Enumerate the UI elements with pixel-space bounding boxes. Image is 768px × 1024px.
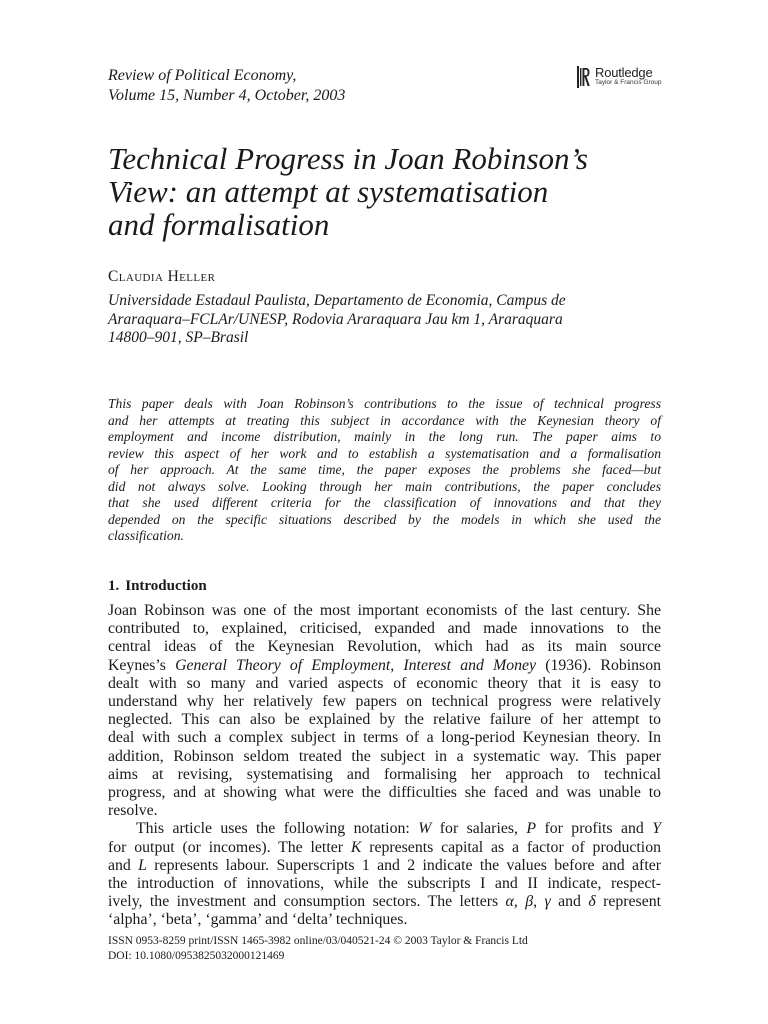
math-symbol: L [138, 856, 147, 874]
author-affiliation [108, 292, 668, 348]
text-run: Keynes’s [108, 656, 176, 674]
body-line: deal with such a complex subject in terms of a long-period Keynesian theory. In [108, 729, 661, 747]
text-run: for salaries, [431, 820, 527, 838]
abstract-line: did not always solve. Looking through her main contributions, the paper concludes [108, 478, 661, 494]
math-symbol: Y [652, 820, 661, 838]
text-run: , [513, 893, 526, 911]
section-number: 1. [108, 578, 120, 594]
journal-citation [108, 66, 345, 106]
section-title: Introduction [125, 578, 207, 594]
abstract-line: employment and income distribution, mainly in the long run. The paper aims to [108, 429, 661, 444]
body-line: dealt with so many and varied aspects of economic theory that it is easy to [108, 674, 661, 692]
body-line [108, 893, 661, 911]
text-run: represents labour. Superscripts 1 and 2 indicate the values before and after [146, 856, 661, 874]
body-line [108, 839, 661, 857]
body-line: the introduction of innovations, while the subscripts I and II indicate, respect- [108, 875, 661, 893]
math-symbol: γ [544, 893, 551, 911]
body-line: ‘alpha’, ‘beta’, ‘gamma’ and ‘delta’ techniques. [108, 911, 408, 929]
text-run: This article uses the following notation: [136, 820, 419, 838]
doi-line: DOI: 10.1080/0953825032000121469 [108, 950, 285, 962]
abstract-line: depended on the specific situations described by the models in which she used the [108, 511, 661, 527]
abstract-line: that she used different criteria for the classification of innovations and that they [108, 495, 661, 510]
body-line [108, 820, 661, 838]
page-footer [108, 934, 528, 964]
abstract-line: classification. [108, 528, 184, 543]
body-line: progress, and at showing what were the difficulties she faced and was unable to [108, 784, 661, 802]
text-run: represent [595, 893, 661, 911]
body-line: aims at revising, systematising and formalising her approach to technical [108, 765, 661, 783]
text-run: for output (or incomes). The letter [108, 838, 351, 856]
math-symbol: δ [588, 893, 596, 911]
math-symbol: W [418, 820, 432, 838]
author-name: Claudia Heller [108, 268, 216, 285]
body-line: central ideas of the Keynesian Revolution, which had as its main source [108, 638, 661, 656]
article-title [108, 142, 688, 241]
title-line: Technical Progress in Joan Robinson’s [108, 141, 588, 176]
text-run: , [533, 893, 545, 911]
journal-volume: Volume 15, Number 4, October, 2003 [108, 87, 346, 104]
abstract-line: This paper deals with Joan Robinson’s contributions to the issue of technical progress [108, 396, 661, 411]
body-line: resolve. [108, 802, 158, 820]
body-text [108, 602, 661, 930]
text-run: (1936). Robinson [536, 656, 661, 674]
body-line: addition, Robinson seldom treated the subject in a systematic way. This paper [108, 747, 661, 765]
abstract [108, 396, 661, 545]
publisher-logo [577, 66, 661, 88]
math-symbol: α [505, 893, 514, 911]
publisher-name: Routledge [595, 65, 653, 80]
title-line: and formalisation [108, 207, 330, 242]
abstract-line: and her attempts at treating this subject in accordance with the Keynesian theory of [108, 412, 661, 428]
affiliation-line: Universidade Estadaul Paulista, Departamento de Economia, Campus de [108, 292, 566, 309]
body-line [108, 857, 661, 875]
body-line: Joan Robinson was one of the most important economists of the last century. She [108, 602, 661, 619]
issn-line: ISSN 0953-8259 print/ISSN 1465-3982 online/03/040521-24 © 2003 Taylor & Francis Ltd [108, 935, 528, 947]
section-heading [108, 578, 207, 595]
text-run: ively, the investment and consumption sectors. The letters [108, 893, 506, 911]
text-run: and [550, 893, 589, 911]
journal-name: Review of Political Economy, [108, 67, 297, 84]
body-line: contributed to, explained, criticised, expanded and made innovations to the [108, 620, 661, 638]
routledge-logo-icon [577, 66, 590, 88]
text-run: and [108, 856, 139, 874]
text-run: represents capital as a factor of production [361, 838, 661, 856]
publisher-group: Taylor & Francis Group [595, 79, 662, 86]
affiliation-line: 14800–901, SP–Brasil [108, 329, 249, 346]
body-line: neglected. This can also be explained by the relative failure of her attempt to [108, 711, 661, 729]
abstract-line: of her approach. At the same time, the paper exposes the problems she faced—but [108, 462, 661, 477]
book-title: General Theory of Employment, Interest and Money [175, 656, 537, 674]
math-symbol: K [350, 838, 362, 856]
body-line [108, 657, 661, 675]
math-symbol: P [526, 820, 537, 838]
body-line: understand why her relatively few papers on technical progress were relatively [108, 693, 661, 711]
abstract-line: review this aspect of her work and to establish a systematisation and a formalisation [108, 445, 661, 461]
title-line: View: an attempt at systematisation [108, 174, 549, 209]
math-symbol: β [525, 893, 534, 911]
text-run: for profits and [536, 820, 653, 838]
affiliation-line: Araraquara–FCLAr/UNESP, Rodovia Araraquara Jau km 1, Araraquara [108, 310, 563, 328]
